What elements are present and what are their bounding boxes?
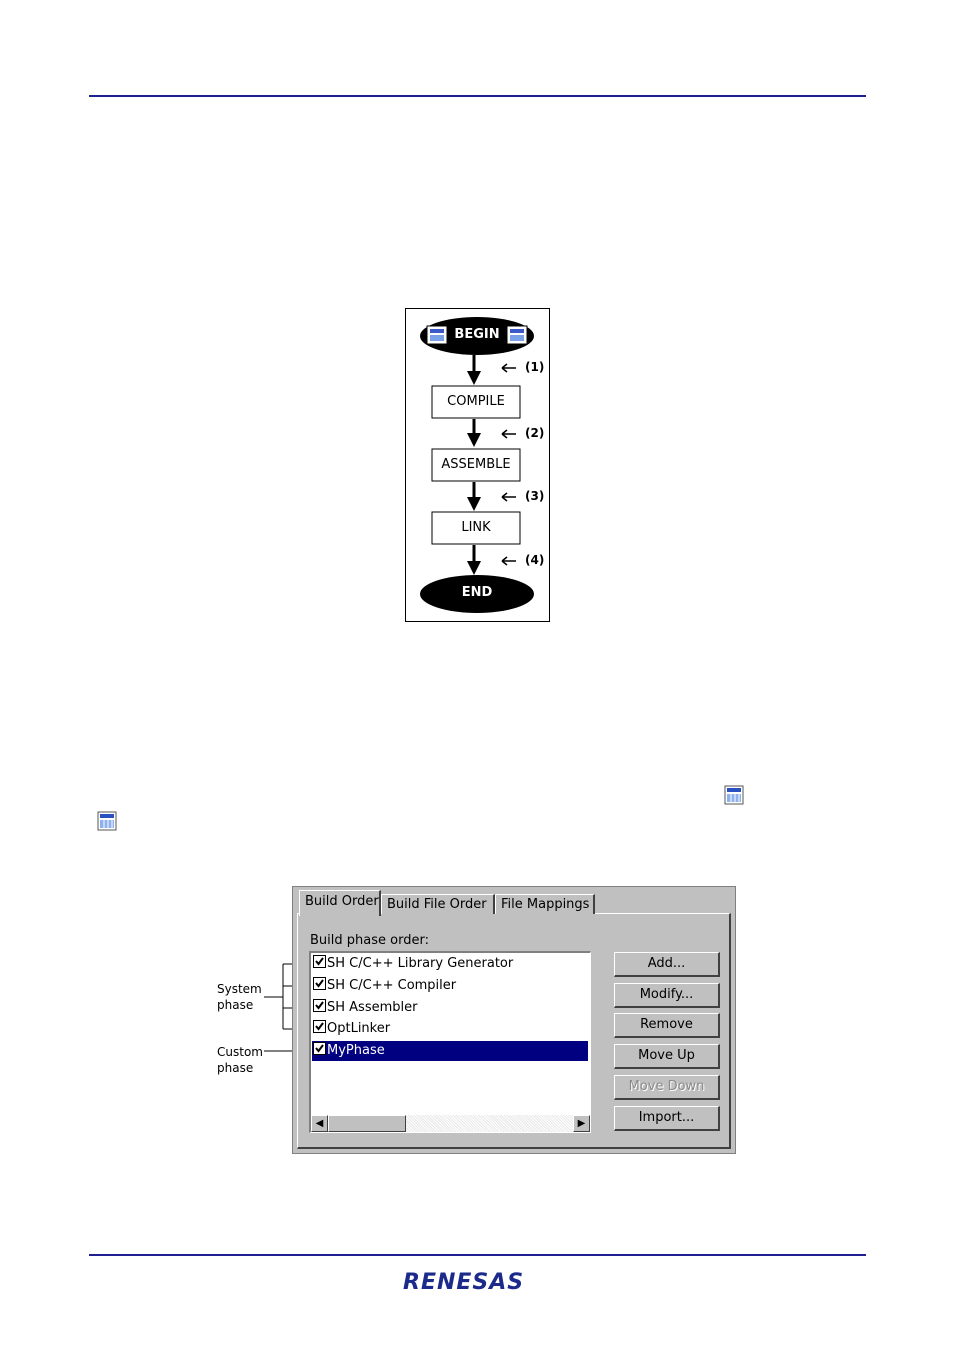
checkbox[interactable] [313, 977, 326, 990]
begin-label: BEGIN [454, 327, 500, 342]
begin-left-icon [427, 326, 447, 344]
scroll-right-icon[interactable]: ▶ [573, 1115, 590, 1132]
remove-button[interactable]: Remove [614, 1013, 720, 1038]
compile-label: COMPILE [447, 394, 505, 409]
tab-build-order[interactable]: Build Order [299, 890, 381, 916]
move-up-button[interactable]: Move Up [614, 1044, 720, 1069]
checkbox[interactable] [313, 1042, 326, 1055]
build-phase-icon-2 [97, 811, 117, 831]
checkbox[interactable] [313, 955, 326, 968]
header-rule [89, 95, 866, 97]
marker-2: (2) [525, 426, 545, 440]
list-item-selected[interactable]: MyPhase [312, 1041, 588, 1061]
checkbox[interactable] [313, 999, 326, 1012]
list-item[interactable]: SH C/C++ Compiler [312, 976, 588, 996]
tab-file-mappings[interactable]: File Mappings [495, 894, 595, 914]
tab-build-file-order[interactable]: Build File Order [381, 894, 495, 914]
move-down-button[interactable]: Move Down [614, 1075, 720, 1100]
build-flow-diagram [405, 308, 550, 622]
build-phase-order-label: Build phase order: [310, 933, 429, 948]
build-phases-dialog [292, 886, 736, 1154]
marker-3: (3) [525, 489, 545, 503]
build-phase-list[interactable] [309, 951, 591, 1133]
scroll-thumb[interactable] [328, 1115, 406, 1132]
begin-right-icon [507, 326, 527, 344]
system-phase-annotation: System phase [217, 982, 262, 1012]
link-label: LINK [461, 520, 491, 535]
modify-button[interactable]: Modify... [614, 983, 720, 1008]
import-button[interactable]: Import... [614, 1106, 720, 1131]
horizontal-scrollbar[interactable] [311, 1115, 590, 1132]
checkbox[interactable] [313, 1020, 326, 1033]
renesas-logo: RENESAS [403, 1270, 525, 1295]
scroll-left-icon[interactable]: ◀ [311, 1115, 328, 1132]
build-phase-icon [724, 785, 744, 805]
custom-phase-annotation: Custom phase [217, 1045, 263, 1075]
add-button[interactable]: Add... [614, 952, 720, 977]
footer-rule [89, 1254, 866, 1256]
marker-1: (1) [525, 360, 545, 374]
list-item[interactable]: SH C/C++ Library Generator [312, 954, 588, 974]
assemble-label: ASSEMBLE [441, 457, 511, 472]
end-label: END [461, 585, 493, 600]
list-item[interactable]: OptLinker [312, 1019, 588, 1039]
list-item[interactable]: SH Assembler [312, 998, 588, 1018]
marker-4: (4) [525, 553, 545, 567]
